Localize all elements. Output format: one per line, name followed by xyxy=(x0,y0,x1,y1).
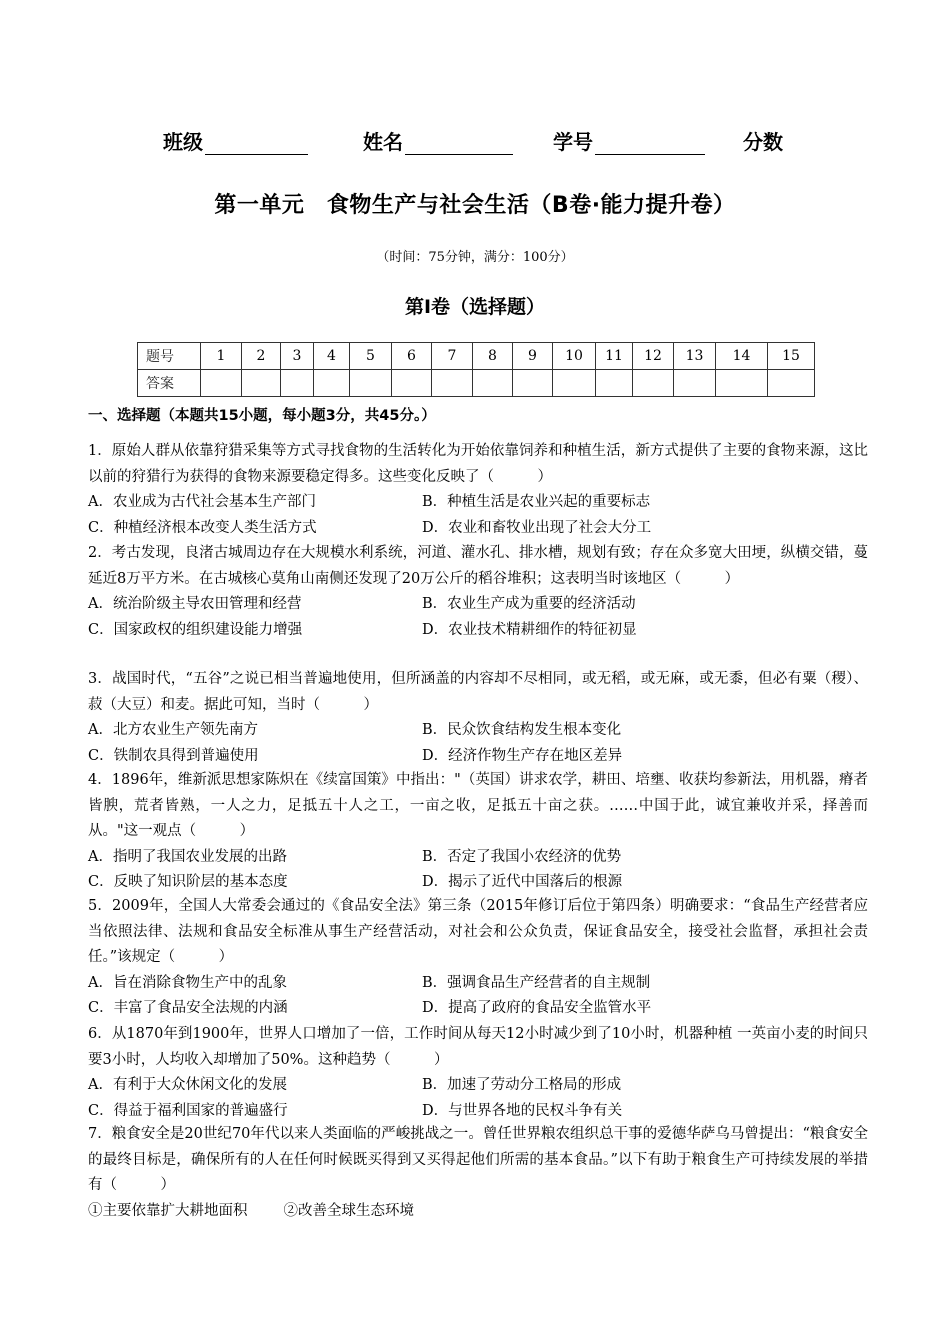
answer-cell-6[interactable] xyxy=(392,370,432,397)
answer-cell-8[interactable] xyxy=(473,370,513,397)
number-cell: 6 xyxy=(392,343,432,370)
number-cell: 8 xyxy=(473,343,513,370)
question-stem: 6．从1870年到1900年，世界人口增加了一倍，工作时间从每天12小时减少到了10小时，机器种植 一英亩小麦的时间只要3小时，人均收入却增加了50%。这种趋势（ ） xyxy=(88,1026,868,1068)
number-cell: 3 xyxy=(281,343,314,370)
option-b[interactable]: B．农业生产成为重要的经济活动 xyxy=(422,596,636,612)
row-label-number: 题号 xyxy=(138,343,201,370)
student-info-line xyxy=(163,126,803,156)
name-label: 姓名 xyxy=(363,130,403,154)
question-5 xyxy=(88,894,868,1022)
answer-cell-3[interactable] xyxy=(281,370,314,397)
number-cell: 1 xyxy=(201,343,242,370)
part-title: 第Ⅰ卷（选择题） xyxy=(404,296,546,318)
student-id-label: 学号 xyxy=(553,130,593,154)
name-field[interactable] xyxy=(363,126,513,155)
question-number-row xyxy=(138,343,815,370)
number-cell: 2 xyxy=(242,343,281,370)
option-a[interactable]: A．有利于大众休闲文化的发展 xyxy=(88,1077,287,1093)
question-stem: 7．粮食安全是20世纪70年代以来人类面临的严峻挑战之一。曾任世界粮农组织总干事的爱德华萨乌马曾提出：“粮食安全的最终目标是，确保所有的人在任何时候既买得到又买得起他们所需的基本食品。”以下有助于粮食生产可持续发展的举措有（ ） xyxy=(88,1126,868,1193)
option-c[interactable]: C．得益于福利国家的普遍盛行 xyxy=(88,1102,288,1119)
option-d[interactable]: D．农业和畜牧业出现了社会大分工 xyxy=(422,519,652,536)
answer-cell-13[interactable] xyxy=(674,370,716,397)
option-a[interactable]: A．旨在消除食物生产中的乱象 xyxy=(88,974,287,991)
option-d[interactable]: D．经济作物生产存在地区差异 xyxy=(422,747,623,764)
option-c[interactable]: C．丰富了食品安全法规的内涵 xyxy=(88,1000,288,1016)
number-cell: 13 xyxy=(674,343,716,370)
question-1 xyxy=(88,439,868,541)
option-c[interactable]: C．反映了知识阶层的基本态度 xyxy=(88,874,288,890)
number-cell: 15 xyxy=(768,343,815,370)
option-c[interactable]: C．国家政权的组织建设能力增强 xyxy=(88,621,303,638)
answer-cell-14[interactable] xyxy=(716,370,768,397)
score-field xyxy=(743,126,783,155)
option-b[interactable]: B．否定了我国小农经济的优势 xyxy=(422,848,622,865)
option-c[interactable]: C．铁制农具得到普遍使用 xyxy=(88,747,259,764)
answer-cell-5[interactable] xyxy=(350,370,392,397)
answer-cell-15[interactable] xyxy=(768,370,815,397)
page-title: 第一单元 食物生产与社会生活（B卷·能力提升卷） xyxy=(214,193,736,218)
answer-cell-4[interactable] xyxy=(314,370,350,397)
option-a[interactable]: A．北方农业生产领先南方 xyxy=(88,722,258,738)
option-d[interactable]: D．农业技术精耕细作的特征初显 xyxy=(422,621,637,638)
score-label: 分数 xyxy=(743,130,783,154)
question-7 xyxy=(88,1122,868,1224)
option-b[interactable]: B．种植生活是农业兴起的重要标志 xyxy=(422,494,651,510)
statement-1: ①主要依靠扩大耕地面积 xyxy=(88,1202,248,1219)
answer-row xyxy=(138,370,815,397)
question-4 xyxy=(88,768,868,896)
answer-cell-11[interactable] xyxy=(596,370,633,397)
section-heading: 一、选择题（本题共15小题，每小题3分，共45分。） xyxy=(88,408,436,424)
question-3 xyxy=(88,667,868,769)
statement-2: ②改善全球生态环境 xyxy=(283,1202,414,1219)
question-6 xyxy=(88,1022,868,1124)
answer-cell-12[interactable] xyxy=(633,370,674,397)
number-cell: 10 xyxy=(553,343,596,370)
option-a[interactable]: A．指明了我国农业发展的出路 xyxy=(88,848,287,865)
option-b[interactable]: B．民众饮食结构发生根本变化 xyxy=(422,722,622,738)
question-stem: 5．2009年，全国人大常委会通过的《食品安全法》第三条（2015年修订后位于第四条）明确要求：“食品生产经营者应当依照法律、法规和食品安全标准从事生产经营活动，对社会和公众负责，保证食品安全，接受社会监督，承担社会责任。”该规定（ ） xyxy=(88,898,868,965)
question-stem: 2．考古发现，良渚古城周边存在大规模水利系统，河道、灌水孔、排水槽，规划有致；存在众多宽大田埂，纵横交错，蔓延近8万平方米。在古城核心莫角山南侧还发现了20万公斤的稻谷堆积；这表明当时该地区（ ） xyxy=(88,545,868,587)
option-d[interactable]: D．提高了政府的食品安全监管水平 xyxy=(422,1000,652,1016)
option-b[interactable]: B．强调食品生产经营者的自主规制 xyxy=(422,974,651,991)
class-label: 班级 xyxy=(163,130,203,154)
number-cell: 14 xyxy=(716,343,768,370)
student-id-blank[interactable] xyxy=(595,134,705,155)
question-stem: 3．战国时代，“五谷”之说已相当普遍地使用，但所涵盖的内容却不尽相同，或无稻，或无麻，或无黍，但必有粟（稷）、菽（大豆）和麦。据此可知，当时（ ） xyxy=(88,671,868,713)
option-b[interactable]: B．加速了劳动分工格局的形成 xyxy=(422,1077,622,1093)
number-cell: 5 xyxy=(350,343,392,370)
option-c[interactable]: C．种植经济根本改变人类生活方式 xyxy=(88,519,317,536)
answer-cell-2[interactable] xyxy=(242,370,281,397)
number-cell: 4 xyxy=(314,343,350,370)
number-cell: 7 xyxy=(432,343,473,370)
number-cell: 12 xyxy=(633,343,674,370)
exam-time-info: （时间：75分钟，满分：100分） xyxy=(376,250,574,265)
option-d[interactable]: D．与世界各地的民权斗争有关 xyxy=(422,1102,623,1119)
question-2 xyxy=(88,541,868,643)
name-blank[interactable] xyxy=(405,134,513,155)
option-a[interactable]: A．统治阶级主导农田管理和经营 xyxy=(88,596,302,612)
row-label-answer: 答案 xyxy=(138,370,201,397)
option-d[interactable]: D．揭示了近代中国落后的根源 xyxy=(422,874,623,890)
answer-cell-1[interactable] xyxy=(201,370,242,397)
number-cell: 11 xyxy=(596,343,633,370)
number-cell: 9 xyxy=(513,343,553,370)
option-a[interactable]: A．农业成为古代社会基本生产部门 xyxy=(88,494,316,510)
class-field[interactable] xyxy=(163,126,308,155)
answer-table xyxy=(137,342,815,397)
answer-cell-9[interactable] xyxy=(513,370,553,397)
student-id-field[interactable] xyxy=(553,126,705,155)
answer-cell-7[interactable] xyxy=(432,370,473,397)
question-stem: 1．原始人群从依靠狩猎采集等方式寻找食物的生活转化为开始依靠饲养和种植生活，新方式提供了主要的食物来源，这比以前的狩猎行为获得的食物来源要稳定得多。这些变化反映了（ ） xyxy=(88,443,868,485)
answer-cell-10[interactable] xyxy=(553,370,596,397)
class-blank[interactable] xyxy=(205,134,308,155)
question-stem: 4．1896年，维新派思想家陈炽在《续富国策》中指出："（英国）讲求农学，耕田、培壅、收获均参新法，用机器，瘠者皆腴，荒者皆熟，一人之力，足抵五十人之工，一亩之收，足抵五十亩之获。……中国于此，诚宜兼收并采，择善而从。"这一观点（ ） xyxy=(88,772,868,839)
